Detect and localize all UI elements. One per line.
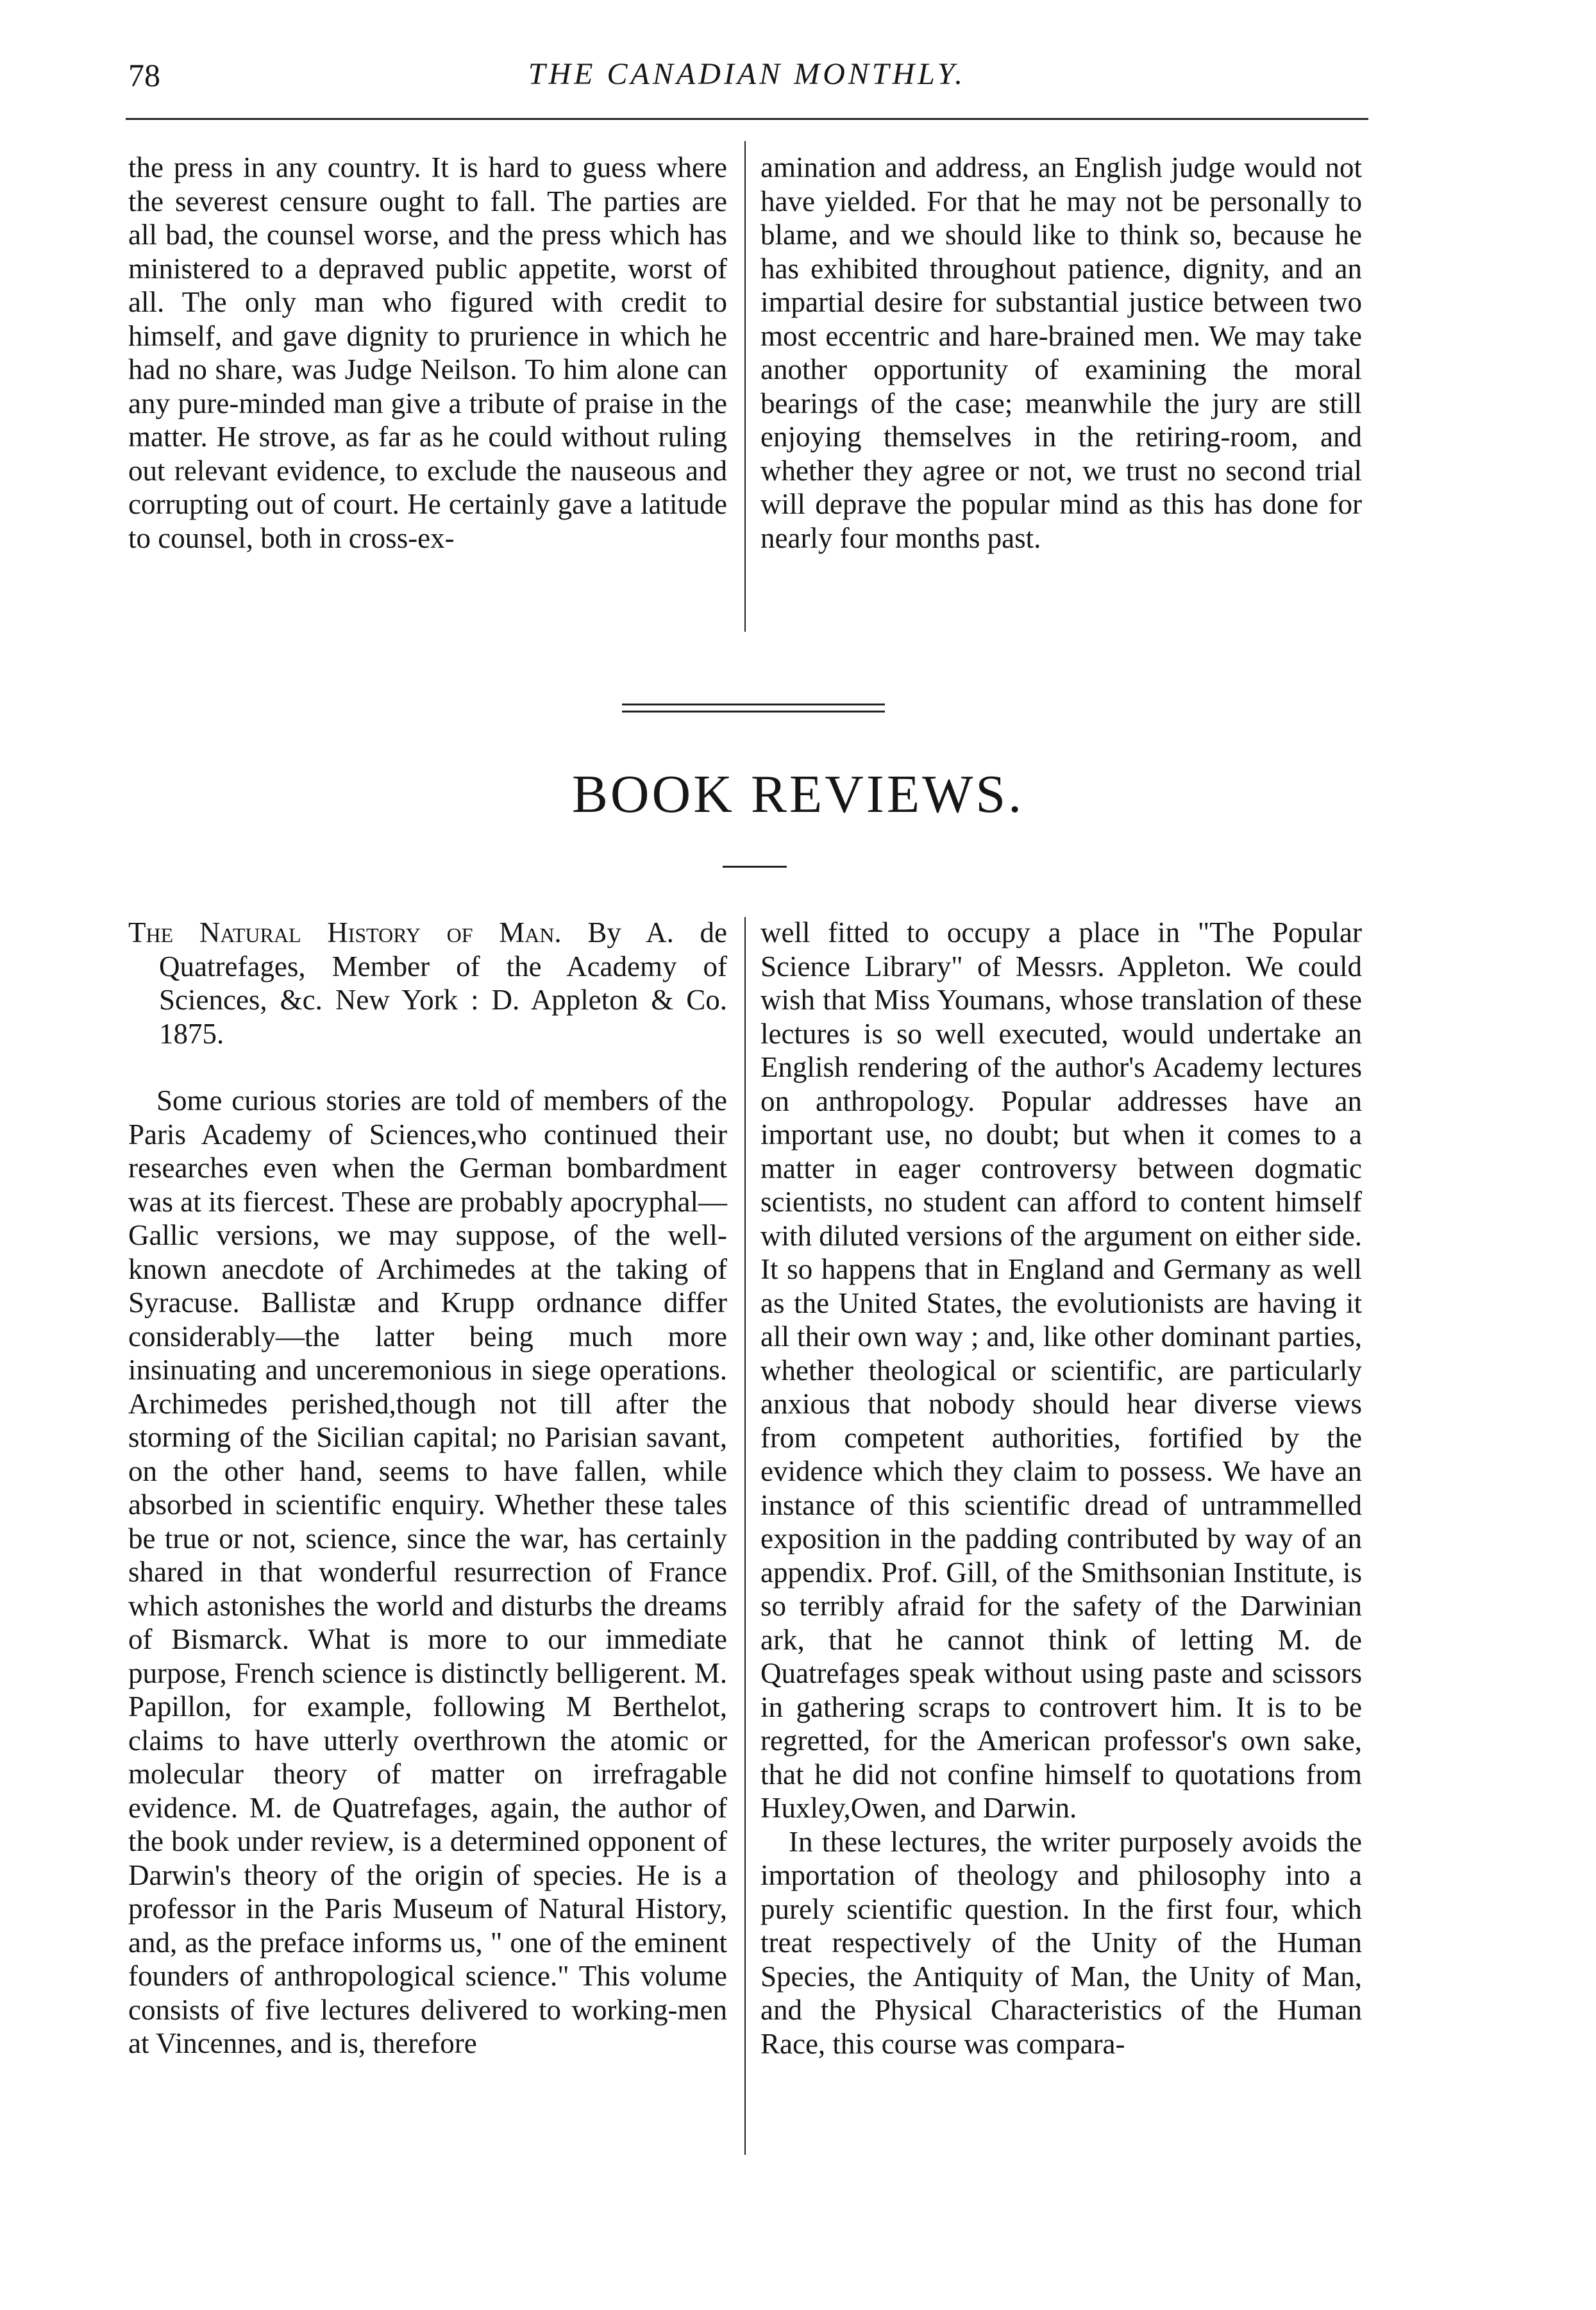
- review-paragraph: Some curious stories are told of members of the Paris Academy of Sciences,who continued their researches even when the German bombardment was at its fiercest. These are probably apocryphal—Gallic versions, we may suppose, of the well-known anecdote of Archimedes at the taking of Syracuse. Ballistæ and Krupp ordnance differ considerably—the latter being much more insinuating and unceremonious in siege operations. Archimedes perished,though not till after the storming of the Sicilian capital; no Parisian savant, on the other hand, seems to have fallen, while absorbed in scientific enquiry. Whether these tales be true or not, science, since the war, has certainly shared in that wonderful resurrection of France which astonishes the world and disturbs the dreams of Bismarck. What is more to our immediate purpose, French science is distinctly belligerent. M. Papillon, for example, following M Berthelot, claims to have utterly overthrown the atomic or molecular theory of matter on irrefragable evidence. M. de Quatrefages, again, the author of the book under review, is a determined opponent of Darwin's theory of the origin of species. He is a professor in the Paris Museum of Natural History, and, as the preface informs us, " one of the eminent founders of anthropological science." This volume consists of five lectures delivered to working-men at Vincennes, and is, therefore: [128, 1084, 727, 2059]
- review-left-column: [128, 916, 727, 2061]
- editorial-left-text: the press in any country. It is hard to guess where the severest censure ought to fall. The parties are all bad, the counsel worse, and the press which has ministered to a depraved public appetite, worst of all. The only man who figured with credit to himself, and gave dignity to prurience in which he had no share, was Judge Neilson. To him alone can any pure-minded man give a tribute of praise in the matter. He strove, as far as he could without ruling out relevant evidence, to exclude the nauseous and corrupting out of court. He certainly gave a latitude to counsel, both in cross-ex-: [128, 151, 727, 554]
- book-title: The Natural History of Man.: [128, 916, 562, 948]
- editorial-right-column: [760, 151, 1362, 555]
- citation-spacer: [128, 1050, 727, 1084]
- title-underline: [723, 866, 787, 868]
- running-title: THE CANADIAN MONTHLY.: [528, 57, 966, 91]
- page-number: 78: [128, 57, 160, 93]
- editorial-left-column: [128, 151, 727, 555]
- book-citation: [128, 916, 727, 1050]
- column-divider-top: [744, 141, 746, 632]
- column-divider-bottom: [744, 917, 746, 2155]
- section-separator-line-2: [622, 711, 885, 712]
- section-title: BOOK REVIEWS.: [571, 764, 1025, 824]
- review-paragraph: In these lectures, the writer purposely avoids the importation of theology and philosophy into a purely scientific question. In the first four, which treat respectively of the Unity of the Human Species, the Antiquity of Man, the Unity of Man, and the Physical Characteristics of the Human Race, this course was compara-: [760, 1825, 1362, 2060]
- book-details: By A. de Quatrefages, Member of the Academy of Sciences, &c. New York : D. Appleton & Co. 1875.: [159, 916, 727, 1050]
- page-header: [128, 56, 1366, 101]
- header-rule: [126, 118, 1368, 120]
- section-separator-line-1: [622, 704, 885, 705]
- review-right-column: [760, 916, 1362, 2061]
- editorial-right-text: amination and address, an English judge would not have yielded. For that he may not be personally to blame, and we should like to think so, because he has exhibited throughout patience, dignity, and an impartial desire for substantial justice between two most eccentric and hare-brained men. We may take another opportunity of examining the moral bearings of the case; meanwhile the jury are still enjoying themselves in the retiring-room, and whether they agree or not, we trust no second trial will deprave the popular mind as this has done for nearly four months past.: [760, 151, 1362, 554]
- review-paragraph: well fitted to occupy a place in "The Popular Science Library" of Messrs. Appleton. We could wish that Miss Youmans, whose translation of these lectures is so well executed, would undertake an English rendering of the author's Academy lectures on anthropology. Popular addresses have an important use, no doubt; but when it comes to a matter in eager controversy between dogmatic scientists, no student can afford to content himself with diluted versions of the argument on either side. It so happens that in England and Germany as well as the United States, the evolutionists are having it all their own way ; and, like other dominant parties, whether theological or scientific, are particularly anxious that nobody should hear diverse views from competent authorities, fortified by the evidence which they claim to possess. We have an instance of this scientific dread of untrammelled exposition in the padding contributed by way of an appendix. Prof. Gill, of the Smithsonian Institute, is so terribly afraid for the safety of the Darwinian ark, that he cannot think of letting M. de Quatrefages speak without using paste and scissors in gathering scraps to controvert him. It is to be regretted, for the American professor's own sake, that he did not confine himself to quotations from Huxley,Owen, and Darwin.: [760, 916, 1362, 1824]
